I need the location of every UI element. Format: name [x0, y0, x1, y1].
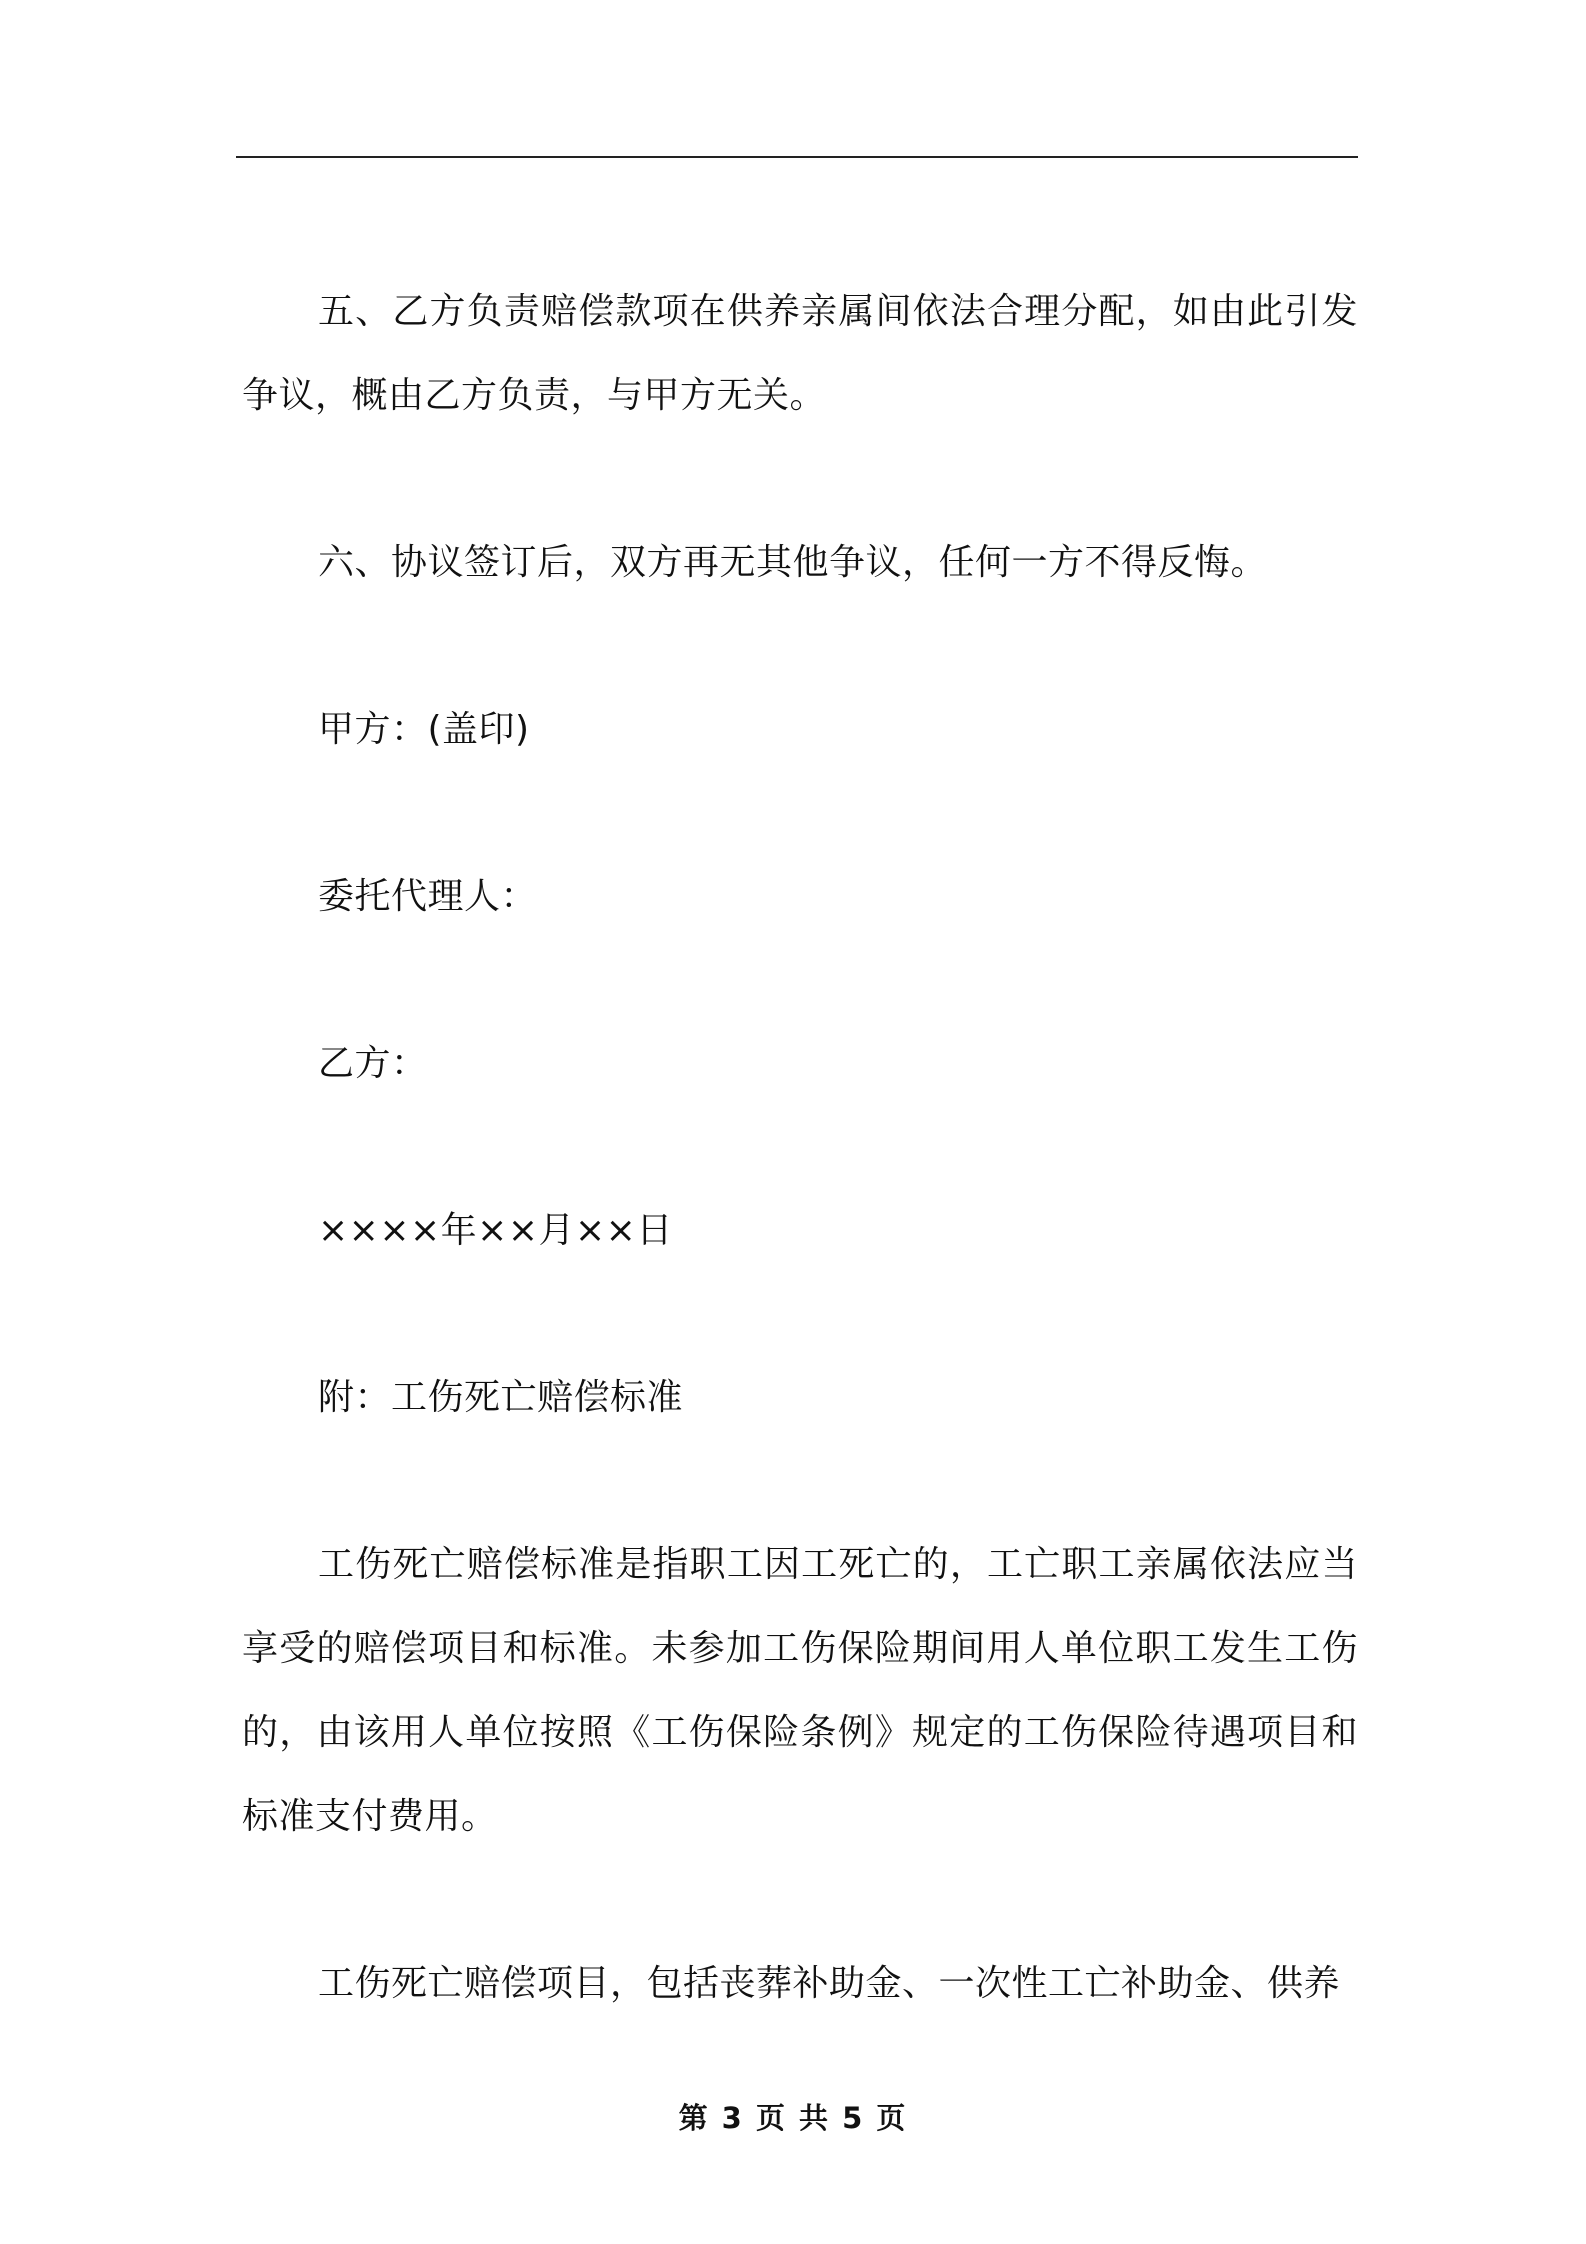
page-number: 第 3 页 共 5 页	[678, 2101, 908, 2135]
appendix-title: 附：工伤死亡赔偿标准	[318, 1377, 684, 1418]
paragraph-compensation-items: 工伤死亡赔偿项目，包括丧葬补助金、一次性工亡补助金、供养	[318, 1963, 1341, 2004]
party-b-signature: 乙方：	[318, 1043, 428, 1084]
header-divider	[236, 156, 1358, 158]
party-a-signature: 甲方：(盖印)	[318, 709, 530, 750]
paragraph-compensation-standard: 工伤死亡赔偿标准是指职工因工死亡的，工亡职工亲属依法应当享受的赔偿项目和标准。未参加工伤保险期间用人单位职工发生工伤的，由该用人单位按照《工伤保险条例》规定的工伤保险待遇项目和标准支付费用。	[242, 1544, 1358, 1837]
paragraph-no-dispute: 六、协议签订后，双方再无其他争议，任何一方不得反悔。	[318, 542, 1268, 583]
signing-date: ××××年××月××日	[318, 1210, 673, 1251]
document-body	[242, 270, 1358, 2026]
paragraph-compensation-distribution: 五、乙方负责赔偿款项在供养亲属间依法合理分配，如由此引发争议，概由乙方负责，与甲方无关。	[242, 291, 1358, 416]
agent-signature: 委托代理人：	[318, 876, 538, 917]
